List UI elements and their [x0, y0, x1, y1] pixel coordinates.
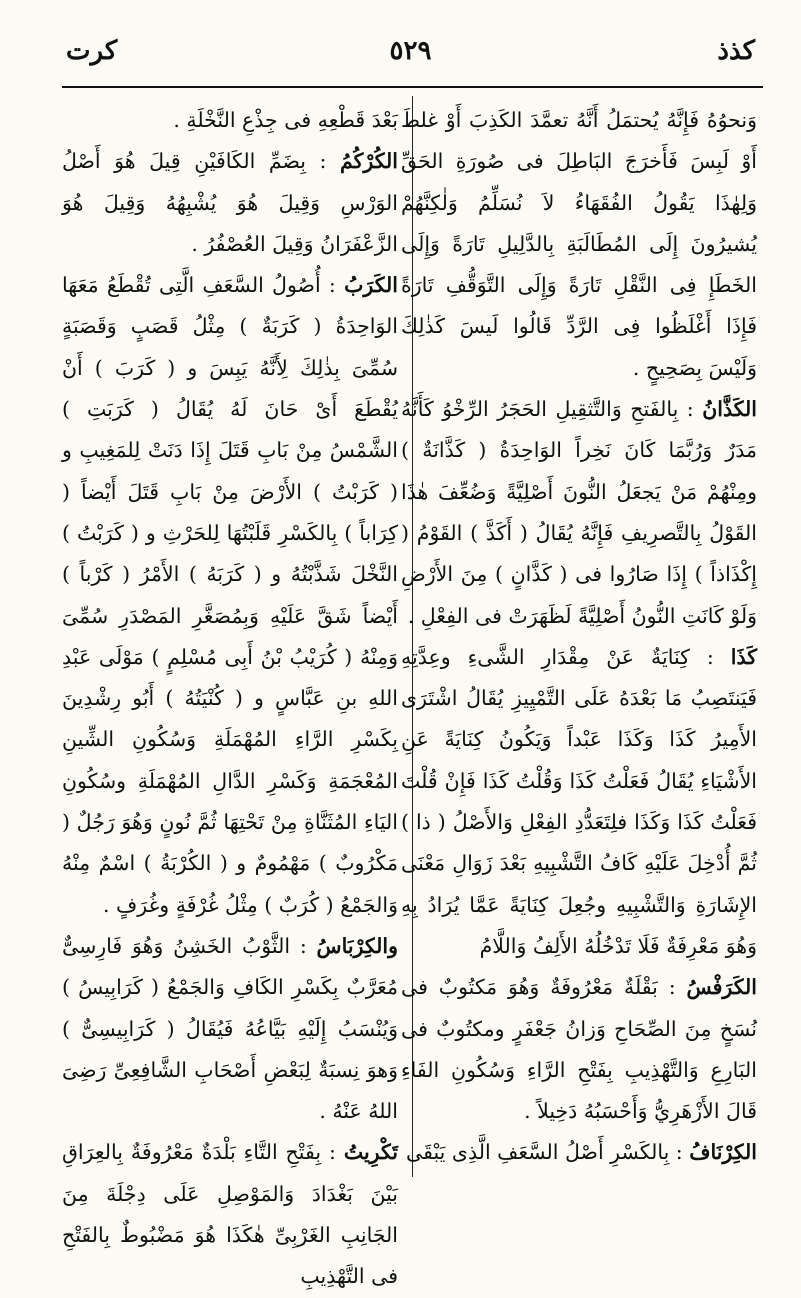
entry-text: : أُصُولُ السَّعَفِ الَّتِى تُقْطَعُ مَعَهَا الوَاحِدَةُ ( كَرَبَةٌ ) مِثْلُ قَصَبٍ وَقَصَبَةٍ سُمِّىَ بِذٰلِكَ لِأَنَّهُ يَبِسَ و ( كَرَبَ ) أَنْ يُقْطَعَ أَىْ حَانَ لَهُ يُقَالُ ( كَرَبَتِ ) الشَّمْسُ مِنْ بَابِ قَتَلَ إِذَا دَنَتْ لِلمَغِيبِ و ( كَرَبْتُ ) الأَرْضَ مِنْ بَابِ قَتَلَ أَيْضاً ( كِرَاباً ) بِالكَسْرِ قَلَبْتُهَا لِلحَرْثِ و ( كَرَبْتُ ) النَّخْلَ شَذَّبْتُهُ و ( كَرَبَهُ ) الأَمْرُ ( كَرْباً ) أَيْضاً شَقَّ عَلَيْهِ وَبِمُصَغَّرِ المَصْدَرِ سُمِّىَ وَمِنْهُ ( كُرَيْبُ بْنُ أَبِى مُسْلِمٍ ) مَوْلَى عَبْدِ اللهِ بنِ عَبَّاسٍ و ( كُنْيَتُهُ ) أَبُو رِشْدِينَ بِكَسْرِ الرَّاءِ المُهْمَلَةِ وَسُكُونِ الشِّينِ المُعْجَمَةِ وَكَسْرِ الدَّالِ المُهْمَلَةِ وسُكُونِ اليَاءِ المُثَنَّاةِ مِنْ تَحْتِهَا ثُمَّ نُونٍ وَهُوَ رَجُلٌ ( مَكْرُوبٌ ) مَهْمُومٌ و ( الكُرْبَةُ ) اسْمٌ مِنْهُ وَالجَمْعُ ( كُرَبٌ ) مِثْلُ غُرْفَةٍ وغُرَفٍ .: [62, 273, 398, 917]
entry-text: : بِالكَسْرِ أَصْلُ السَّعَفِ الَّذِى يَبْقَى: [406, 1140, 690, 1165]
headword: الكِرْنَافُ: [689, 1140, 757, 1165]
entry: [401, 967, 757, 1132]
entry: [62, 926, 398, 1132]
headword: تَكْرِيتُ: [343, 1140, 398, 1165]
entry: [62, 1132, 398, 1297]
entry: [62, 141, 398, 265]
entry-text: : بِفَتْحِ التَّاءِ بَلْدَةٌ مَعْرُوفَةٌ بِالعِرَاقِ بَيْنَ بَغْدَادَ وَالمَوْصِلِ عَلَى دِجْلَةَ مِنَ الجَانِبِ الغَرْبِىِّ هٰكَذَا هُوَ مَضْبُوطٌ بِالفَتْحِ فى التَّهْذِيبِ: [62, 1140, 398, 1289]
entry: [401, 389, 757, 637]
page-header: [60, 28, 761, 78]
entry: [401, 1132, 757, 1173]
entry-text: : كِنَايَةٌ عَنْ مِقْدَارِ الشَّىءِ وعِدَّتِهِ فَيَنتَصِبُ مَا بَعْدَهُ عَلَى التَّمْيِيزِ يُقَالُ اشْتَرَى الأَمِيرُ كَذَا وَكَذَا عَبْداً وَيَكُونُ كِنَايَةً عَنِ الأَشْيَاءِ يُقَالُ فَعَلْتُ كَذَا وَقُلْتُ كَذَا فَإِنْ قُلْتَ فَعَلْتُ كَذَا وَكَذَا فلِتَعَدُّدِ الفِعْلِ وَالأَصْلُ ( ذا ) ثُمَّ أُدْخِلَ عَلَيْهِ كَافُ التَّشْبِيهِ بَعْدَ زَوَالِ مَعْنَى الإِشَارَةِ وَالتَّشْبِيهِ وجُعِلَ كِنَايَةً عَمَّا يُرَادُ بِهِ وَهُوَ مَعْرِفَةٌ فَلَا تَدْخُلُهُ الأَلِفُ وَاللَّامُ: [401, 644, 757, 958]
entry: [62, 265, 398, 926]
headword: الكَرَفْسُ: [686, 975, 757, 1000]
header-left-word: كرت: [66, 36, 118, 66]
header-right-word: كذذ: [717, 36, 755, 66]
entry-text: بَعْدَ قَطْعِهِ فى جِذْعِ النَّخْلَةِ .: [173, 108, 398, 132]
header-rule: [62, 86, 763, 88]
entry: [401, 100, 757, 389]
page-number: ٥٢٩: [389, 36, 432, 66]
headword: الكُرْكُمُ: [340, 149, 398, 174]
left-column: [62, 100, 398, 1298]
entry-text: وَنحوُهُ فَإِنَّهُ يُحتمَلُ أَنَّهُ تعمَّدَ الكَذِبَ أَوْ غلطَ أَوْ لَبِسَ فَأَخرَجَ البَاطِلَ فى صُورَةِ الحَقِّ وَلِهٰذَا يَقُولُ الفُقَهَاءُ لاَ نُسَلِّمُ وَلٰكِنَّهُمْ يُشيرُونَ إِلَى المُطَالَبَةِ بِالدَّلِيلِ تَارَةً وَإِلَى الخَطَإِ فِى النَّقْلِ تَارَةً وَإِلَى التَّوَقُّفِ تَارَةً فَإِذَا أَغْلَظُوا فِى الرَّدِّ قَالُوا لَيسَ كَذٰلِكَ وَلَيْسَ بِصَحِيحٍ .: [401, 108, 757, 380]
headword: كَذَا: [730, 644, 757, 669]
headword: الكَرَبُ: [344, 273, 398, 298]
headword: والكِرْبَاسُ: [316, 933, 398, 958]
entry: [401, 637, 757, 967]
entry-text: : بِضَمِّ الكَافَيْنِ قِيلَ هُوَ أَصْلُ الوَرْسِ وَقِيلَ هُوَ يُشْبِهُهُ وَقِيلَ هُوَ الزَّعْفَرَانُ وَقِيلَ العُصْفُرُ .: [62, 149, 398, 256]
entry-text: : الثَّوْبُ الخَشِنُ وَهُوَ فَارِسِىٌّ مُعَرَّبٌ بِكَسْرِ الكَافِ وَالجَمْعُ ( كَرَابِيسُ ) وَيُنْسَبُ إِلَيْهِ بَيَّاعُهُ فَيُقَالُ ( كَرَابِيسِىٌّ ) وَهوَ نِسبَةٌ لِبَعْضِ أَصْحَابِ الشَّافِعِىِّ رَضِىَ اللهُ عَنْهُ .: [62, 933, 398, 1124]
headword: الكَذَّانُ: [702, 397, 757, 422]
entry-text: : بَقْلَةٌ مَعْرُوفَةٌ وَهُوَ مَكتُوبٌ فى نُسَخٍ مِنَ الصِّحَاحِ وَزانُ جَعْفَرٍ ومكتُوبٌ فى البَارِعِ وَالتَّهْذِيبِ بِفَتْحِ الرَّاءِ وَسُكُونِ الفَاءِ قَالَ الأَزْهَرِيُّ وَأَحْسَبُهُ دَخِيلاً .: [401, 975, 757, 1124]
entry-text: : بِالفَتحِ وَالتَّثقِيلِ الحَجَرُ الرِّخْوُ كَأَنَّهُ مَدَرٌ وَرُبَّمَا كَانَ نَخِراً الوَاحِدَةُ ( كَذَّانَةٌ ) ومِنْهُمْ مَنْ يَجعَلُ النُّونَ أَصْلِيَّةً وَضُعِّفَ هٰذَا القَوْلُ بِالتَّصرِيفِ فَإِنَّهُ يُقَالُ ( أَكَذَّ ) القَوْمُ ( إِكْذَاذاً ) إِذَا صَارُوا فى ( كَذَّانٍ ) مِنَ الأَرْضِ وَلَوْ كَانَتِ النُّونُ أَصْلِيَّةً لَظَهَرَتْ فى الفِعْلِ .: [401, 397, 757, 628]
right-column: [401, 100, 757, 1174]
entry: [62, 100, 398, 141]
